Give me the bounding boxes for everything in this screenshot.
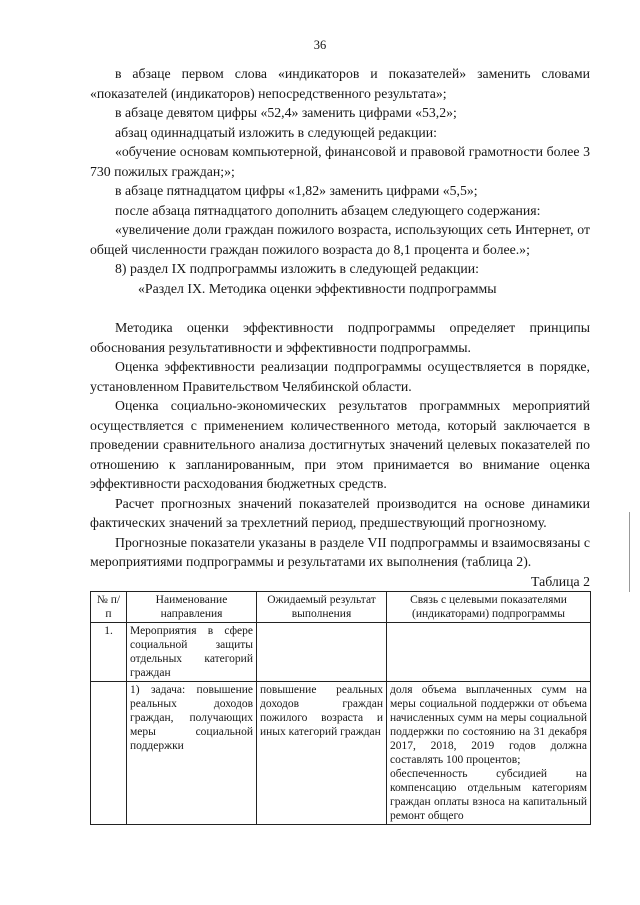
paragraph-10: Оценка эффективности реализации подпрограммы осуществляется в порядке, установленном Правительством Челябинской области. [90,359,590,394]
paragraph-9: Методика оценки эффективности подпрограммы определяет принципы обоснования результативности и эффективности подпрограммы. [90,320,590,355]
row2-result: повышение реальных доходов граждан пожилого возраста и иных категорий граждан [257,682,387,825]
indicators-table [90,591,591,825]
paragraph-13: Прогнозные показатели указаны в разделе VII подпрограммы и взаимосвязаны с мероприятиями подпрограммы и результатами их выполнения (таблица 2). [90,534,590,569]
row2-name: 1) задача: повышение реальных доходов граждан, получающих меры социальной поддержки [127,682,257,825]
paragraph-4: «обучение основам компьютерной, финансовой и правовой грамотности более 3 730 пожилых граждан;»; [90,144,590,179]
header-expected-result: Ожидаемый результат выполнения [257,592,387,623]
paragraph-11: Оценка социально-экономических результатов программных мероприятий осуществляется с применением количественного метода, который заключается в проведении сравнительного анализа достигнутых значений целевых показателей по отношению к запланированным, при этом принимается во внимание оценка эффективности расходования бюджетных средств. [90,398,590,491]
row2-link [387,682,591,825]
header-num: № п/п [91,592,127,623]
header-direction: Наименование направления [127,592,257,623]
row2-link-part-b: обеспеченность субсидией на компенсацию отдельным категориям граждан оплаты взноса на капитальный ремонт общего [390,768,587,822]
row2-link-part-a: доля объема выплаченных сумм на меры социальной поддержки от объема начисленных сумм на меры социальной поддержки по состоянию на 31 декабря 2017, 2018, 2019 годов должна составлять 100 процентов; [390,684,587,766]
table-caption: Таблица 2 [530,573,590,589]
table-row [91,623,591,682]
paragraph-2: в абзаце девятом цифры «52,4» заменить цифрами «53,2»; [115,105,457,120]
paragraph-12: Расчет прогнозных значений показателей производится на основе динамики фактических значений за трехлетний период, предшествующий прогнозному. [90,495,590,530]
table-header-row [91,592,591,623]
paragraph-1: в абзаце первом слова «индикаторов и показателей» заменить словами «показателей (индикаторов) непосредственного результата»; [90,66,590,101]
table-row [91,682,591,825]
paragraph-6: после абзаца пятнадцатого дополнить абзацем следующего содержания: [115,202,541,218]
header-indicator-link: Связь с целевыми показателями (индикаторами) подпрограммы [387,592,591,623]
row1-result [257,623,387,682]
paragraph-5: в абзаце пятнадцатом цифры «1,82» заменить цифрами «5,5»; [115,183,478,198]
row2-num [91,682,127,825]
row1-num: 1. [91,623,127,682]
scan-edge-mark [629,512,630,592]
document-body [90,64,590,825]
paragraph-3: абзац одиннадцатый изложить в следующей редакции: [115,124,437,140]
paragraph-8: 8) раздел IX подпрограммы изложить в следующей редакции: [115,261,479,276]
row1-name: Мероприятия в сфере социальной защиты отдельных категорий граждан [127,623,257,682]
paragraph-7: «увеличение доли граждан пожилого возраста, использующих сеть Интернет, от общей численности граждан пожилого возраста до 8,1 процента и более.»; [90,222,590,257]
row1-link [387,623,591,682]
section-heading: «Раздел IX. Методика оценки эффективности подпрограммы [138,280,497,296]
page-number: 36 [313,38,327,52]
